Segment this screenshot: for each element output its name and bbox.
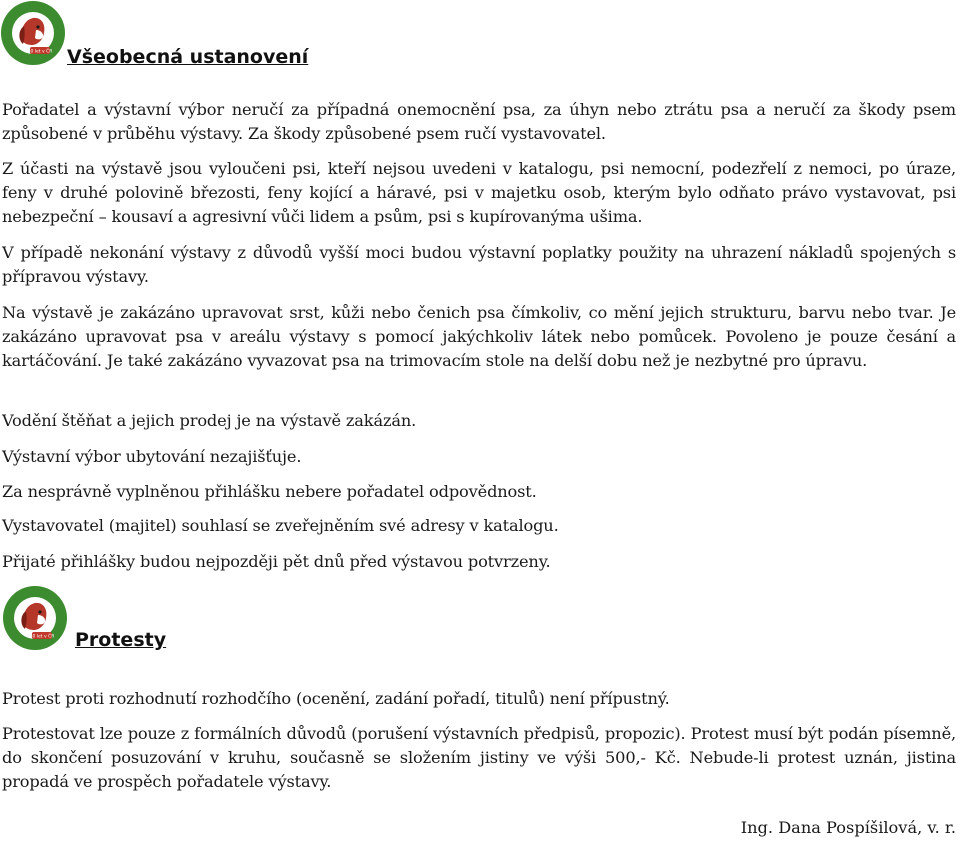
- paragraph: Vodění štěňat a jejich prodej je na výstavě zakázán.: [2, 411, 417, 430]
- club-logo-icon: [2, 585, 68, 651]
- section-heading-protests: Protesty: [75, 629, 167, 651]
- svg-text:50 let v ČR: 50 let v ČR: [27, 49, 53, 55]
- svg-text:50 let v ČR: 50 let v ČR: [29, 634, 55, 640]
- paragraph: Protestovat lze pouze z formálních důvodů (porušení výstavních předpisů, propozic). Protest musí být podán písemně, do skončení posuzování v kruhu, současně se složením jistiny ve výši 500,- Kč. Nebude-li protest uznán, jistina propadá ve prospěch pořadatele výstavy.: [2, 724, 956, 791]
- club-logo: [2, 585, 68, 651]
- paragraph: Protest proti rozhodnutí rozhodčího (ocenění, zadání pořadí, titulů) není přípustný.: [2, 689, 670, 708]
- paragraph: Vystavovatel (majitel) souhlasí se zveřejněním své adresy v katalogu.: [2, 516, 559, 535]
- paragraph: Přijaté přihlášky budou nejpozději pět dnů před výstavou potvrzeny.: [2, 552, 551, 571]
- paragraph: Pořadatel a výstavní výbor neručí za případná onemocnění psa, za úhyn nebo ztrátu psa a neručí za škody psem způsobené v průběhu výstavy. Za škody způsobené psem ručí vystavovatel.: [2, 100, 956, 143]
- paragraph: V případě nekonání výstavy z důvodů vyšší moci budou výstavní poplatky použity na uhrazení nákladů spojených s přípravou výstavy.: [2, 243, 956, 286]
- paragraph: Na výstavě je zakázáno upravovat srst, kůži nebo čenich psa čímkoliv, co mění jejich strukturu, barvu nebo tvar. Je zakázáno upravovat psa v areálu výstavy s pomocí jakýchkoliv látek nebo pomůcek. Povoleno je pouze česání a kartáčování. Je také zakázáno vyvazovat psa na trimovacím stole na delší dobu než je nezbytné pro úpravu.: [2, 303, 956, 370]
- signature: Ing. Dana Pospíšilová, v. r.: [740, 818, 956, 837]
- paragraph: Výstavní výbor ubytování nezajišťuje.: [2, 447, 302, 466]
- paragraph: Za nesprávně vyplněnou přihlášku nebere pořadatel odpovědnost.: [2, 482, 537, 501]
- club-logo: [0, 0, 66, 66]
- section-heading-general: Všeobecná ustanovení: [67, 46, 309, 68]
- paragraph: Z účasti na výstavě jsou vyloučeni psi, kteří nejsou uvedeni v katalogu, psi nemocní, podezřelí z nemoci, po úraze, feny v druhé polovině březosti, feny kojící a háravé, psi v majetku osob, kterým bylo odňato právo vystavovat, psi nebezpeční – kousaví a agresivní vůči lidem a psům, psi s kupírovanýma ušima.: [2, 159, 956, 226]
- club-logo-icon: [0, 0, 66, 66]
